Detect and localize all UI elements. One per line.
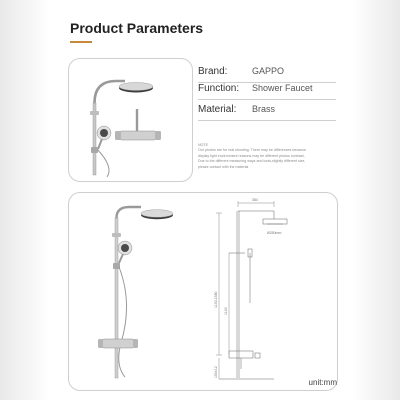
dim-head-label: Ø250mm [267, 231, 282, 235]
note-line: please contact with the material [198, 164, 249, 169]
spec-divider [198, 99, 336, 100]
technical-drawing-card [68, 192, 338, 391]
dim-total-label: 1130-1580 [214, 291, 218, 308]
spec-label: Material: [198, 104, 237, 115]
product-drawing [69, 193, 337, 390]
note-line: Due to the different measuring ways and tools,slightly different size, [198, 159, 306, 164]
page-edge-right [352, 0, 400, 400]
page-title: Product Parameters [70, 20, 204, 36]
product-photo-card [68, 58, 193, 182]
dim-top-label: 384 [252, 198, 258, 202]
spec-divider [198, 120, 336, 121]
page-edge-left [0, 0, 50, 400]
unit-label: unit:mm [308, 378, 337, 387]
note-title: NOTE [198, 143, 208, 147]
dim-inner-label: 1140 [224, 307, 228, 315]
shower-product-image [69, 59, 192, 181]
shower-render [98, 207, 173, 378]
dimension-drawing [216, 201, 287, 379]
spec-value: Brass [252, 104, 276, 114]
spec-label: Brand: [198, 66, 228, 77]
spec-label: Function: [198, 83, 240, 94]
title-accent-bar [70, 41, 92, 43]
note-line: display light environment reasons may be different photos contrast, [198, 153, 305, 158]
product-page [50, 0, 352, 400]
spec-value: Shower Faucet [252, 83, 313, 93]
note-line: Our photos are for real shooting. There may be differences because [198, 148, 306, 153]
note-text [198, 143, 348, 170]
spec-value: GAPPO [252, 66, 285, 76]
dim-bottom-label: 150±12 [214, 366, 218, 378]
